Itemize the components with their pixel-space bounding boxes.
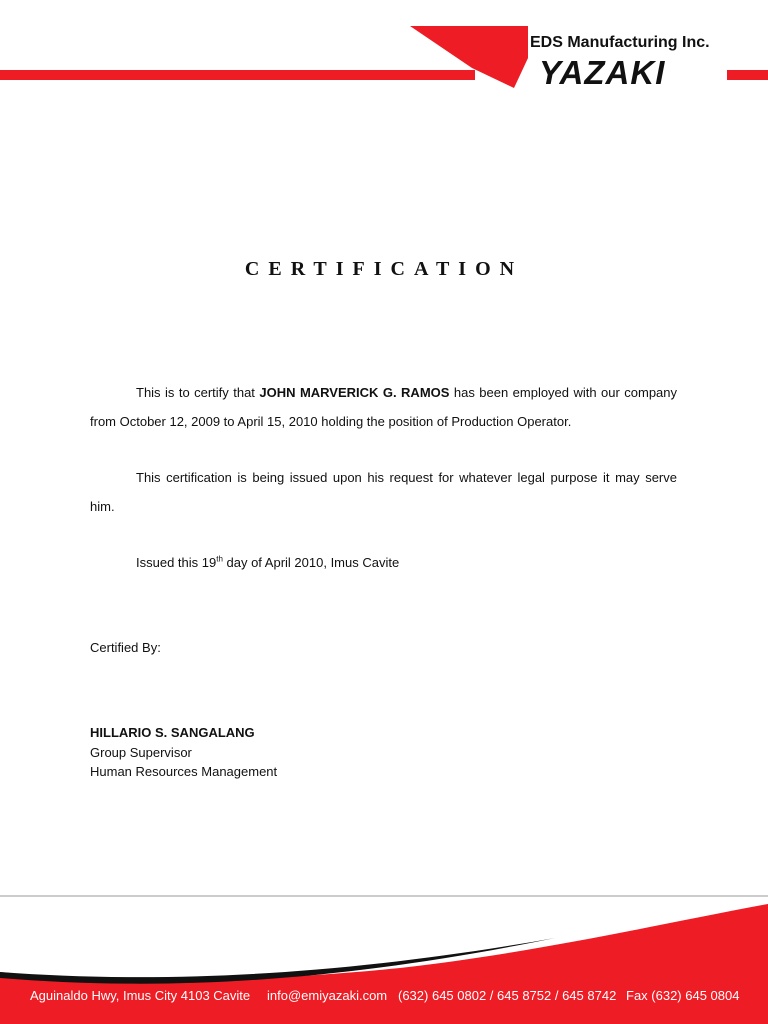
paragraph-intro: This is to certify that xyxy=(136,385,260,400)
document-title: CERTIFICATION xyxy=(244,258,524,280)
certified-by-label: Certified By: xyxy=(90,640,161,655)
issued-after: day of April 2010, Imus Cavite xyxy=(222,555,400,570)
footer-fax: Fax (632) 645 0804 xyxy=(626,988,740,1003)
company-name: EDS Manufacturing Inc. xyxy=(530,34,710,51)
employee-name: JOHN MARVERICK G. RAMOS xyxy=(259,385,450,400)
footer-phone: (632) 645 0802 / 645 8752 / 645 8742 xyxy=(398,988,617,1003)
issued-before: Issued this 19 xyxy=(136,555,217,570)
header-left-stripe xyxy=(0,70,475,80)
signer-department: Human Resources Management xyxy=(90,764,278,779)
footer-address: Aguinaldo Hwy, Imus City 4103 Cavite xyxy=(30,988,251,1003)
signer-name: HILLARIO S. SANGALANG xyxy=(90,725,255,740)
footer-email-link[interactable]: info@emiyazaki.com xyxy=(267,988,388,1003)
purpose-paragraph: This certification is being issued upon his request for whatever legal purpose it may serve him. xyxy=(90,470,677,514)
footer-contact-bar xyxy=(0,988,768,1008)
issued-line xyxy=(90,548,677,577)
brand-logo-text: YAZAKI xyxy=(539,54,666,91)
signer-title: Group Supervisor xyxy=(90,745,192,760)
employment-paragraph xyxy=(90,378,677,436)
header-right-stripe xyxy=(727,70,768,80)
paragraph-rest: has been employed with our company from October 12, 2009 to April 15, 2010 holding the position of Production Operator. xyxy=(90,385,678,429)
issued-day-suffix: th xyxy=(216,554,223,564)
